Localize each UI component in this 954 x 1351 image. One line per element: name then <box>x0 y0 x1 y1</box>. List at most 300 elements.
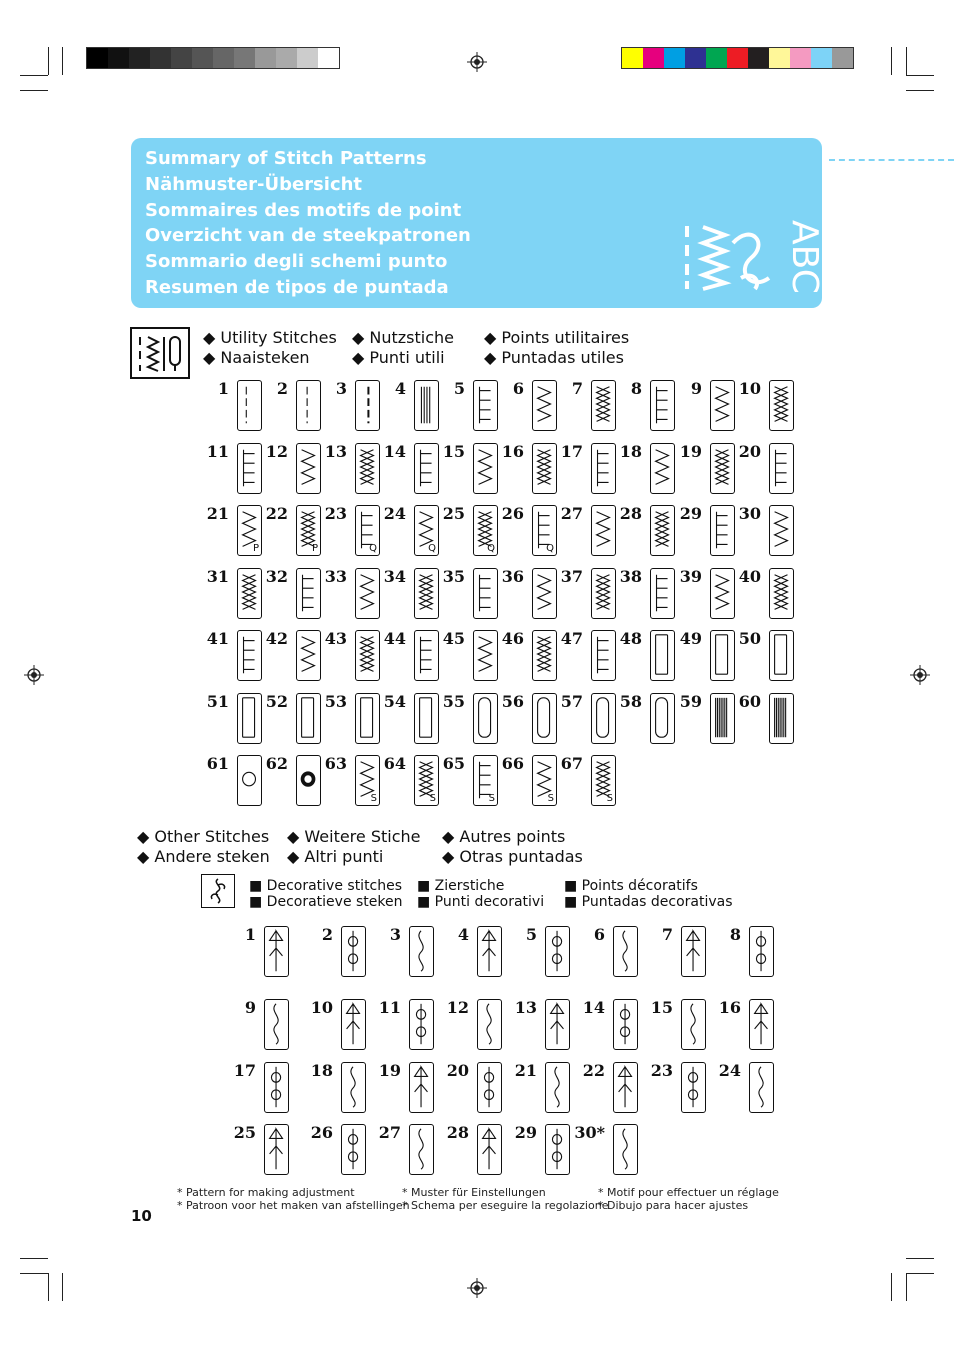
stitch-number: 29 <box>514 1123 537 1142</box>
utility-stitch-51 <box>202 693 262 747</box>
stitch-mode-icon <box>681 220 825 294</box>
stitch-number: 2 <box>276 379 288 398</box>
stitch-number: 36 <box>501 567 524 586</box>
stitch-pattern-icon <box>769 693 794 744</box>
utility-stitch-38 <box>615 568 675 622</box>
utility-stitch-59 <box>675 693 735 747</box>
other-heading-nl: ◆ Andere steken <box>137 847 270 866</box>
color-swatch <box>706 48 727 68</box>
decorative-stitch-9 <box>229 999 289 1053</box>
stitch-pattern-icon <box>296 443 321 494</box>
stitch-pattern-icon <box>296 755 321 806</box>
decorative-heading-es: ■ Puntadas decorativas <box>564 894 733 910</box>
decorative-stitch-12 <box>442 999 502 1053</box>
stitch-pattern-icon <box>355 693 380 744</box>
stitch-number: 20 <box>446 1061 469 1080</box>
crop-mark <box>20 1258 48 1259</box>
stitch-pattern-icon <box>473 380 498 431</box>
stitch-pattern-icon <box>681 999 706 1050</box>
stitch-pattern-icon <box>473 693 498 744</box>
stitch-number: 45 <box>442 629 465 648</box>
stitch-pattern-icon <box>414 630 439 681</box>
banner-title-it: Sommario degli schemi punto <box>145 251 448 272</box>
crop-mark <box>20 75 48 76</box>
stitch-number: 11 <box>378 998 401 1017</box>
stitch-pattern-icon <box>545 926 570 977</box>
color-swatch <box>213 48 234 68</box>
utility-stitch-3 <box>320 380 380 434</box>
stitch-pattern-icon <box>681 1062 706 1113</box>
decorative-stitch-29 <box>510 1124 570 1178</box>
stitch-number: 62 <box>265 754 288 773</box>
utility-stitch-31 <box>202 568 262 622</box>
stitch-pattern-icon <box>341 926 366 977</box>
stitch-letter: Q <box>546 543 554 554</box>
stitch-pattern-icon <box>591 568 616 619</box>
stitch-pattern-icon <box>532 630 557 681</box>
utility-stitch-43 <box>320 630 380 684</box>
utility-stitch-1 <box>202 380 262 434</box>
stitch-number: 66 <box>501 754 524 773</box>
utility-stitch-66 <box>497 755 557 809</box>
stitch-pattern-icon <box>591 755 616 806</box>
stitch-number: 67 <box>560 754 583 773</box>
stitch-number: 55 <box>442 692 465 711</box>
stitch-pattern-icon <box>769 568 794 619</box>
stitch-number: 1 <box>244 925 256 944</box>
stitch-pattern-icon <box>710 568 735 619</box>
utility-stitch-40 <box>734 568 794 622</box>
color-swatch <box>276 48 297 68</box>
stitch-pattern-icon <box>296 693 321 744</box>
decorative-stitch-17 <box>229 1062 289 1116</box>
decorative-stitch-10 <box>306 999 366 1053</box>
stitch-number: 30* <box>574 1123 605 1142</box>
stitch-pattern-icon <box>532 380 557 431</box>
stitch-number: 25 <box>442 504 465 523</box>
stitch-number: 39 <box>679 567 702 586</box>
utility-stitch-6 <box>497 380 557 434</box>
banner-title-nl: Overzicht van de steekpatronen <box>145 225 471 246</box>
stitch-number: 7 <box>571 379 583 398</box>
utility-stitch-9 <box>675 380 735 434</box>
color-swatch <box>255 48 276 68</box>
stitch-pattern-icon <box>355 755 380 806</box>
utility-stitch-8 <box>615 380 675 434</box>
stitch-number: 13 <box>514 998 537 1017</box>
stitch-pattern-icon <box>409 1062 434 1113</box>
decorative-stitch-icon <box>201 874 235 908</box>
stitch-number: 33 <box>324 567 347 586</box>
stitch-number: 8 <box>729 925 741 944</box>
stitch-pattern-icon <box>532 755 557 806</box>
stitch-pattern-icon <box>237 380 262 431</box>
decorative-stitch-22 <box>578 1062 638 1116</box>
stitch-pattern-icon <box>473 505 498 556</box>
stitch-number: 20 <box>738 442 761 461</box>
stitch-pattern-icon <box>477 999 502 1050</box>
utility-stitch-27 <box>556 505 616 559</box>
banner-abc-text: ABC <box>784 220 825 294</box>
decorative-stitch-26 <box>306 1124 366 1178</box>
color-swatch <box>297 48 318 68</box>
stitch-number: 32 <box>265 567 288 586</box>
stitch-pattern-icon <box>710 693 735 744</box>
utility-heading-en: ◆ Utility Stitches <box>203 328 337 347</box>
utility-stitch-33 <box>320 568 380 622</box>
decorative-stitch-11 <box>374 999 434 1053</box>
utility-stitch-25 <box>438 505 498 559</box>
stitch-number: 19 <box>378 1061 401 1080</box>
decorative-stitch-19 <box>374 1062 434 1116</box>
stitch-number: 42 <box>265 629 288 648</box>
stitch-pattern-icon <box>613 999 638 1050</box>
decorative-heading-de: ■ Zierstiche <box>417 878 505 894</box>
stitch-number: 47 <box>560 629 583 648</box>
banner-title-de: Nähmuster-Übersicht <box>145 174 363 195</box>
utility-heading-it: ◆ Punti utili <box>352 348 445 367</box>
stitch-pattern-icon <box>477 1124 502 1175</box>
stitch-letter: Q <box>428 543 436 554</box>
utility-heading-es: ◆ Puntadas utiles <box>484 348 624 367</box>
stitch-number: 16 <box>501 442 524 461</box>
utility-stitch-26 <box>497 505 557 559</box>
stitch-number: 1 <box>217 379 229 398</box>
utility-stitch-46 <box>497 630 557 684</box>
crop-mark <box>20 90 48 91</box>
stitch-number: 51 <box>206 692 229 711</box>
stitch-number: 38 <box>619 567 642 586</box>
other-heading-it: ◆ Altri punti <box>287 847 384 866</box>
stitch-pattern-icon <box>591 380 616 431</box>
stitch-pattern-icon <box>545 1124 570 1175</box>
stitch-number: 18 <box>310 1061 333 1080</box>
stitch-number: 18 <box>619 442 642 461</box>
utility-stitch-56 <box>497 693 557 747</box>
color-swatch <box>685 48 706 68</box>
crop-mark <box>906 1273 934 1274</box>
stitch-pattern-icon <box>477 1062 502 1113</box>
stitch-number: 11 <box>206 442 229 461</box>
stitch-number: 15 <box>650 998 673 1017</box>
stitch-number: 23 <box>324 504 347 523</box>
utility-stitch-42 <box>261 630 321 684</box>
stitch-letter: S <box>606 793 613 804</box>
stitch-letter: Q <box>369 543 377 554</box>
utility-stitch-61 <box>202 755 262 809</box>
crop-mark <box>62 47 63 75</box>
utility-stitch-58 <box>615 693 675 747</box>
registration-mark-icon <box>467 1278 487 1298</box>
stitch-number: 27 <box>560 504 583 523</box>
color-swatch <box>150 48 171 68</box>
utility-stitch-5 <box>438 380 498 434</box>
stitch-number: 58 <box>619 692 642 711</box>
decorative-stitch-8 <box>714 926 774 980</box>
utility-heading-de: ◆ Nutzstiche <box>352 328 455 347</box>
utility-stitch-23 <box>320 505 380 559</box>
stitch-number: 5 <box>525 925 537 944</box>
stitch-number: 6 <box>512 379 524 398</box>
stitch-pattern-icon <box>613 1124 638 1175</box>
footnote-it: * Schema per eseguire la regolazione <box>402 1199 609 1212</box>
stitch-number: 3 <box>335 379 347 398</box>
color-swatch <box>811 48 832 68</box>
crop-mark <box>906 47 907 75</box>
decorative-stitch-27 <box>374 1124 434 1178</box>
stitch-number: 56 <box>501 692 524 711</box>
stitch-pattern-icon <box>532 568 557 619</box>
stitch-number: 6 <box>593 925 605 944</box>
stitch-pattern-icon <box>591 693 616 744</box>
stitch-pattern-icon <box>769 380 794 431</box>
stitch-pattern-icon <box>710 443 735 494</box>
stitch-number: 21 <box>514 1061 537 1080</box>
decorative-stitch-1 <box>229 926 289 980</box>
decorative-heading-fr: ■ Points décoratifs <box>564 878 698 894</box>
color-swatch <box>769 48 790 68</box>
utility-stitch-13 <box>320 443 380 497</box>
stitch-number: 24 <box>718 1061 741 1080</box>
decorative-stitch-16 <box>714 999 774 1053</box>
stitch-number: 63 <box>324 754 347 773</box>
stitch-pattern-icon <box>341 1124 366 1175</box>
stitch-pattern-icon <box>591 630 616 681</box>
stitch-number: 2 <box>321 925 333 944</box>
crop-mark <box>48 1273 49 1301</box>
stitch-number: 59 <box>679 692 702 711</box>
color-swatch <box>664 48 685 68</box>
utility-stitch-55 <box>438 693 498 747</box>
stitch-pattern-icon <box>591 505 616 556</box>
stitch-pattern-icon <box>355 505 380 556</box>
page-number: 10 <box>131 1207 152 1225</box>
stitch-pattern-icon <box>409 926 434 977</box>
stitch-number: 53 <box>324 692 347 711</box>
utility-stitch-53 <box>320 693 380 747</box>
stitch-pattern-icon <box>414 568 439 619</box>
stitch-number: 26 <box>310 1123 333 1142</box>
stitch-pattern-icon <box>545 1062 570 1113</box>
stitch-pattern-icon <box>414 380 439 431</box>
color-swatch <box>622 48 643 68</box>
stitch-number: 16 <box>718 998 741 1017</box>
stitch-number: 40 <box>738 567 761 586</box>
color-swatch <box>129 48 150 68</box>
utility-stitch-39 <box>675 568 735 622</box>
stitch-number: 8 <box>630 379 642 398</box>
stitch-pattern-icon <box>409 1124 434 1175</box>
stitch-number: 17 <box>233 1061 256 1080</box>
other-heading-en: ◆ Other Stitches <box>137 827 270 846</box>
banner-title-fr: Sommaires des motifs de point <box>145 200 462 221</box>
crop-mark <box>891 1273 892 1301</box>
stitch-number: 61 <box>206 754 229 773</box>
crop-mark <box>906 75 934 76</box>
utility-stitch-41 <box>202 630 262 684</box>
stitch-number: 9 <box>690 379 702 398</box>
crop-mark <box>906 1258 934 1259</box>
stitch-pattern-icon <box>545 999 570 1050</box>
utility-stitch-22 <box>261 505 321 559</box>
decorative-stitch-20 <box>442 1062 502 1116</box>
footnote-nl: * Patroon voor het maken van afstellingen <box>177 1199 410 1212</box>
decorative-stitch-6 <box>578 926 638 980</box>
stitch-pattern-icon <box>237 693 262 744</box>
utility-stitch-14 <box>379 443 439 497</box>
stitch-number: 17 <box>560 442 583 461</box>
crop-mark <box>906 90 934 91</box>
utility-stitch-24 <box>379 505 439 559</box>
stitch-pattern-icon <box>237 568 262 619</box>
stitch-pattern-icon <box>613 926 638 977</box>
stitch-number: 27 <box>378 1123 401 1142</box>
utility-stitch-28 <box>615 505 675 559</box>
stitch-number: 31 <box>206 567 229 586</box>
other-heading-de: ◆ Weitere Stiche <box>287 827 421 846</box>
stitch-pattern-icon <box>473 630 498 681</box>
color-swatch <box>87 48 108 68</box>
utility-stitch-67 <box>556 755 616 809</box>
stitch-pattern-icon <box>355 380 380 431</box>
decorative-stitch-4 <box>442 926 502 980</box>
stitch-pattern-icon <box>355 630 380 681</box>
other-heading-fr: ◆ Autres points <box>442 827 566 846</box>
stitch-pattern-icon <box>532 505 557 556</box>
utility-stitch-50 <box>734 630 794 684</box>
utility-stitch-15 <box>438 443 498 497</box>
utility-stitch-18 <box>615 443 675 497</box>
utility-heading-fr: ◆ Points utilitaires <box>484 328 630 347</box>
utility-stitch-36 <box>497 568 557 622</box>
stitch-pattern-icon <box>237 630 262 681</box>
stitch-number: 19 <box>679 442 702 461</box>
stitch-number: 41 <box>206 629 229 648</box>
footnote-de: * Muster für Einstellungen <box>402 1186 546 1199</box>
stitch-pattern-icon <box>237 443 262 494</box>
stitch-pattern-icon <box>296 380 321 431</box>
decorative-stitch-2 <box>306 926 366 980</box>
stitch-pattern-icon <box>613 1062 638 1113</box>
decorative-stitch-21 <box>510 1062 570 1116</box>
color-swatch <box>192 48 213 68</box>
stitch-pattern-icon <box>532 693 557 744</box>
stitch-number: 30 <box>738 504 761 523</box>
stitch-pattern-icon <box>650 443 675 494</box>
decorative-stitch-18 <box>306 1062 366 1116</box>
utility-stitch-44 <box>379 630 439 684</box>
stitch-number: 22 <box>582 1061 605 1080</box>
decorative-heading-it: ■ Punti decorativi <box>417 894 545 910</box>
utility-stitch-63 <box>320 755 380 809</box>
stitch-number: 4 <box>394 379 406 398</box>
utility-stitch-45 <box>438 630 498 684</box>
stitch-number: 28 <box>446 1123 469 1142</box>
stitch-pattern-icon <box>591 443 616 494</box>
utility-stitch-65 <box>438 755 498 809</box>
stitch-number: 43 <box>324 629 347 648</box>
stitch-number: 50 <box>738 629 761 648</box>
stitch-number: 12 <box>446 998 469 1017</box>
registration-mark-icon <box>467 52 487 72</box>
utility-stitch-20 <box>734 443 794 497</box>
utility-stitch-62 <box>261 755 321 809</box>
stitch-letter: P <box>252 543 259 554</box>
stitch-pattern-icon <box>296 630 321 681</box>
utility-stitch-12 <box>261 443 321 497</box>
utility-stitch-2 <box>261 380 321 434</box>
stitch-pattern-icon <box>769 630 794 681</box>
decorative-stitch-23 <box>646 1062 706 1116</box>
stitch-pattern-icon <box>473 443 498 494</box>
stitch-pattern-icon <box>650 568 675 619</box>
utility-stitch-29 <box>675 505 735 559</box>
registration-mark-icon <box>24 665 44 685</box>
decorative-stitch-5 <box>510 926 570 980</box>
stitch-number: 57 <box>560 692 583 711</box>
stitch-number: 34 <box>383 567 406 586</box>
crop-mark <box>891 47 892 75</box>
stitch-pattern-icon <box>532 443 557 494</box>
footnote-en: * Pattern for making adjustment <box>177 1186 355 1199</box>
stitch-letter: Q <box>487 543 495 554</box>
stitch-number: 5 <box>453 379 465 398</box>
stitch-pattern-icon <box>414 755 439 806</box>
utility-stitch-10 <box>734 380 794 434</box>
utility-stitch-icon <box>130 327 190 379</box>
stitch-pattern-icon <box>264 1062 289 1113</box>
stitch-letter: S <box>488 793 495 804</box>
utility-stitch-34 <box>379 568 439 622</box>
utility-stitch-57 <box>556 693 616 747</box>
stitch-pattern-icon <box>355 443 380 494</box>
banner-dashed-line <box>829 159 954 161</box>
decorative-stitch-13 <box>510 999 570 1053</box>
crop-mark <box>48 47 49 75</box>
stitch-letter: S <box>547 793 554 804</box>
stitch-number: 49 <box>679 629 702 648</box>
stitch-pattern-icon <box>681 926 706 977</box>
stitch-number: 24 <box>383 504 406 523</box>
utility-stitch-19 <box>675 443 735 497</box>
stitch-pattern-icon <box>473 568 498 619</box>
stitch-pattern-icon <box>710 505 735 556</box>
stitch-number: 54 <box>383 692 406 711</box>
crop-mark <box>906 1273 907 1301</box>
stitch-number: 64 <box>383 754 406 773</box>
stitch-letter: P <box>311 543 318 554</box>
footnote-es: * Dibujo para hacer ajustes <box>598 1199 749 1212</box>
color-swatch <box>171 48 192 68</box>
stitch-pattern-icon <box>414 693 439 744</box>
stitch-pattern-icon <box>650 505 675 556</box>
stitch-pattern-icon <box>749 999 774 1050</box>
stitch-pattern-icon <box>264 999 289 1050</box>
stitch-number: 52 <box>265 692 288 711</box>
color-swatch <box>832 48 853 68</box>
utility-stitch-47 <box>556 630 616 684</box>
title-banner <box>131 138 825 308</box>
stitch-number: 23 <box>650 1061 673 1080</box>
stitch-pattern-icon <box>477 926 502 977</box>
utility-stitch-48 <box>615 630 675 684</box>
stitch-pattern-icon <box>769 443 794 494</box>
utility-stitch-21 <box>202 505 262 559</box>
decorative-stitch-28 <box>442 1124 502 1178</box>
utility-stitch-16 <box>497 443 557 497</box>
banner-title-en: Summary of Stitch Patterns <box>145 148 427 169</box>
color-swatch <box>790 48 811 68</box>
